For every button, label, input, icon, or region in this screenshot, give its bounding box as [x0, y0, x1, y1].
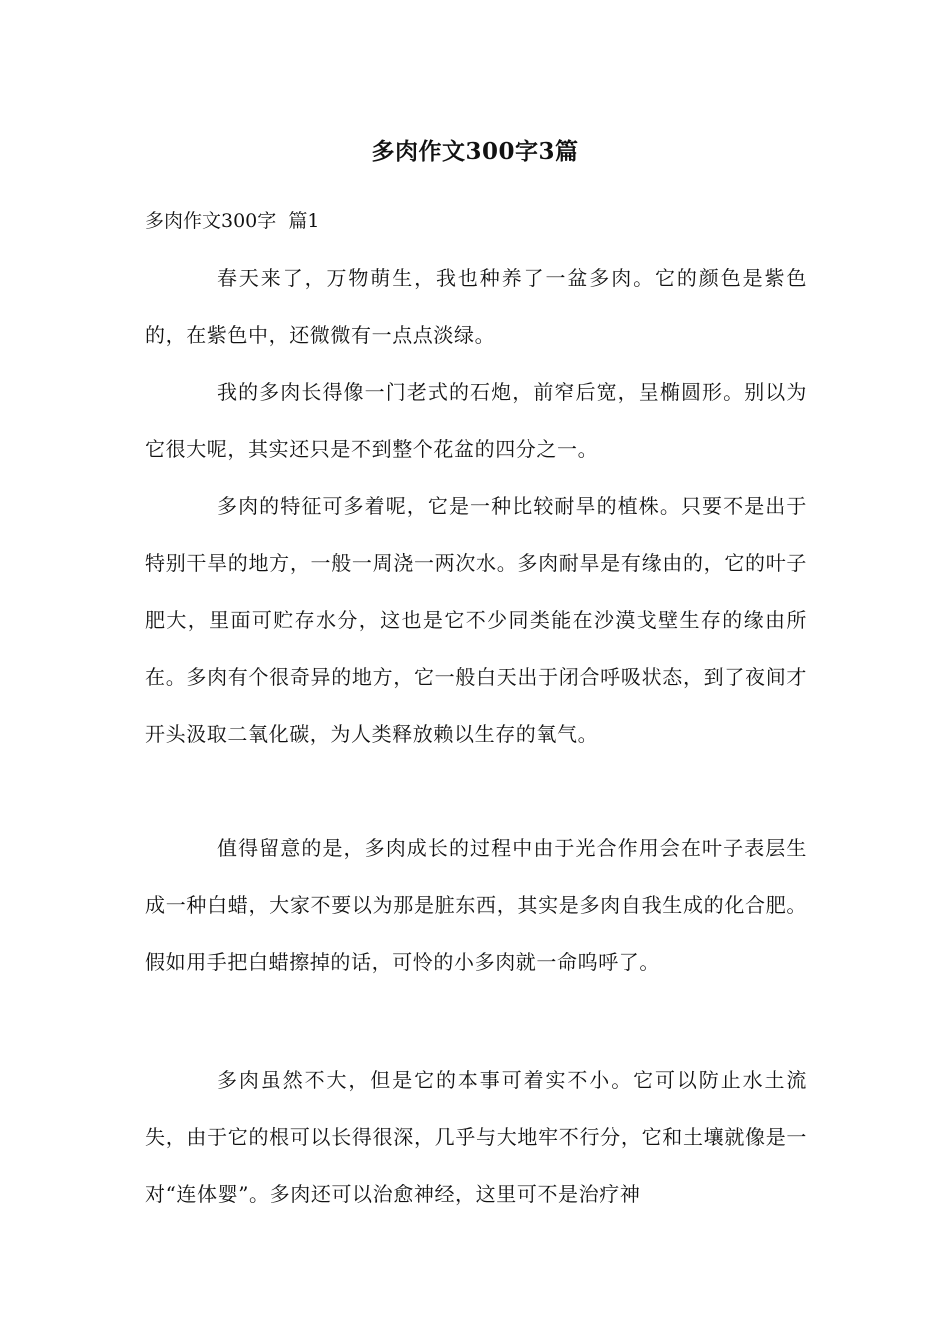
paragraph-3: 多肉的特征可多着呢，它是一种比较耐旱的植株。只要不是出于特别干旱的地方，一般一周浇一两次水。多肉耐旱是有缘由的，它的叶子肥大，里面可贮存水分，这也是它不少同类能在沙漠戈壁生存的缘由所在。多肉有个很奇异的地方，它一般白天出于闭合呼吸状态，到了夜间才开头汲取二氧化碳，为人类释放赖以生存的氧气。	[145, 494, 807, 746]
section-heading: 多肉作文300字 篇1	[145, 210, 320, 232]
paragraph-4: 值得留意的是，多肉成长的过程中由于光合作用会在叶子表层生成一种白蜡，大家不要以为那是脏东西，其实是多肉自我生成的化合肥。假如用手把白蜡擦掉的话，可怜的小多肉就一命呜呼了。	[145, 836, 807, 974]
document-title: 多肉作文300字3篇	[371, 138, 579, 165]
paragraph-1: 春天来了，万物萌生，我也种养了一盆多肉。它的颜色是紫色的，在紫色中，还微微有一点点淡绿。	[145, 266, 807, 347]
paragraph-2: 我的多肉长得像一门老式的石炮，前窄后宽，呈椭圆形。别以为它很大呢，其实还只是不到整个花盆的四分之一。	[145, 380, 807, 461]
paragraph-5: 多肉虽然不大，但是它的本事可着实不小。它可以防止水土流失，由于它的根可以长得很深，几乎与大地牢不行分，它和土壤就像是一对“连体婴”。多肉还可以治愈神经，这里可不是治疗神	[145, 1068, 807, 1206]
